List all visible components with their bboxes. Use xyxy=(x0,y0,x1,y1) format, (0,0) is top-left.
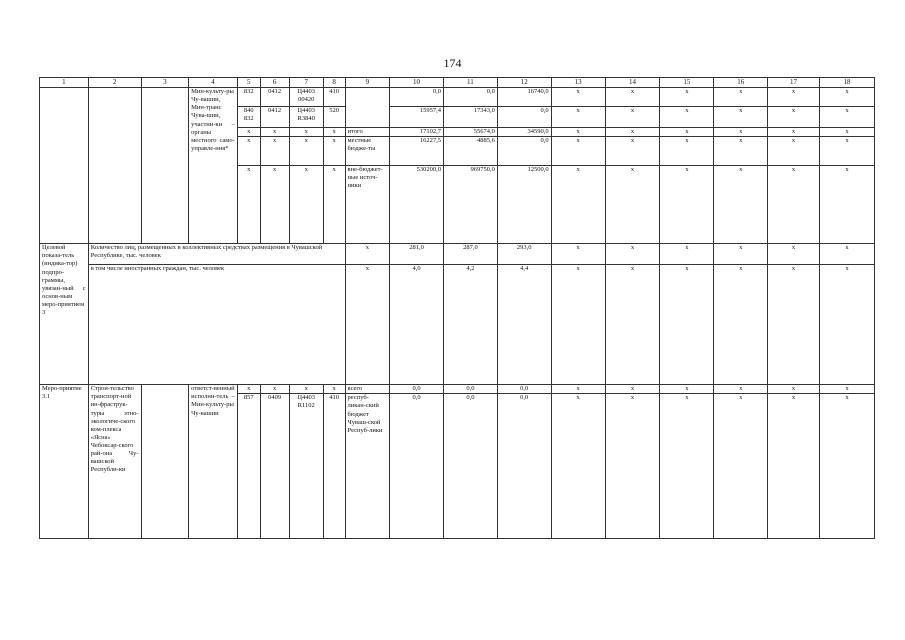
value-cell: x xyxy=(660,137,714,166)
header-cell: 9 xyxy=(345,78,390,88)
value-cell: x xyxy=(819,244,874,265)
table-row xyxy=(40,265,875,385)
header-cell: 7 xyxy=(289,78,323,88)
source-cell: итого xyxy=(345,128,390,137)
value-cell: x xyxy=(768,265,820,385)
header-cell: 15 xyxy=(660,78,714,88)
header-cell: 13 xyxy=(551,78,605,88)
value-cell: x xyxy=(714,128,768,137)
code-cell: 0409 xyxy=(260,394,289,539)
code-cell: x xyxy=(289,137,323,166)
value-cell: x xyxy=(768,137,820,166)
header-cell: 8 xyxy=(323,78,345,88)
value-cell: x xyxy=(660,244,714,265)
code-cell: x xyxy=(237,166,260,244)
page-number: 174 xyxy=(443,56,462,70)
value-cell: x xyxy=(660,128,714,137)
source-cell xyxy=(345,88,390,128)
value-cell: 55674,0 xyxy=(443,128,497,137)
value-cell: x xyxy=(714,265,768,385)
value-cell: x xyxy=(605,385,660,394)
table-row xyxy=(40,88,875,107)
value-cell: 0,0 xyxy=(390,385,444,394)
code-cell: x xyxy=(289,128,323,137)
value-cell: x xyxy=(819,394,874,539)
code-cell: 520 xyxy=(323,107,345,128)
value-cell: x xyxy=(660,166,714,244)
value-cell: x xyxy=(714,244,768,265)
value-cell: x xyxy=(605,244,660,265)
value-cell: x xyxy=(605,137,660,166)
table-row xyxy=(40,244,875,265)
code-cell: x xyxy=(260,166,289,244)
value-cell: 4,4 xyxy=(497,265,551,385)
code-cell: x xyxy=(237,128,260,137)
value-cell: x xyxy=(768,166,820,244)
value-cell: x xyxy=(660,88,714,107)
value-cell: 16740,0 xyxy=(497,88,551,107)
value-cell: x xyxy=(660,107,714,128)
value-cell: 0,0 xyxy=(497,107,551,128)
code-cell: 0412 xyxy=(260,88,289,107)
value-cell: 0,0 xyxy=(497,385,551,394)
value-cell: 4,2 xyxy=(443,265,497,385)
source-cell: всего xyxy=(345,385,390,394)
value-cell: x xyxy=(768,107,820,128)
value-cell: x xyxy=(551,244,605,265)
value-cell: x xyxy=(551,166,605,244)
value-cell: x xyxy=(768,88,820,107)
code-cell: 857 xyxy=(237,394,260,539)
code-cell: Ц4403 00420 xyxy=(289,88,323,107)
value-cell: x xyxy=(768,244,820,265)
value-cell: x xyxy=(714,107,768,128)
value-cell: 0,0 xyxy=(390,88,444,107)
value-cell: x xyxy=(819,265,874,385)
value-cell: x xyxy=(660,385,714,394)
header-cell: 11 xyxy=(443,78,497,88)
header-cell: 12 xyxy=(497,78,551,88)
header-cell: 1 xyxy=(40,78,89,88)
value-cell: x xyxy=(605,88,660,107)
header-cell: 17 xyxy=(768,78,820,88)
value-cell: 0,0 xyxy=(497,394,551,539)
header-cell: 16 xyxy=(714,78,768,88)
value-cell: x xyxy=(551,394,605,539)
value-cell: 34590,0 xyxy=(497,128,551,137)
value-cell: x xyxy=(819,385,874,394)
value-cell: x xyxy=(551,88,605,107)
value-cell: 0,0 xyxy=(443,394,497,539)
code-cell: x xyxy=(237,137,260,166)
event-name-cell: Строи-тельство транспорт-ной ин-фраструк-туры этно-экологиче-ского ком-плекса «Ясна» Чебоксар-ского рай-она Чу-вашской Республи-ки xyxy=(88,385,141,539)
code-cell: 840 832 xyxy=(237,107,260,128)
value-cell: x xyxy=(714,394,768,539)
value-cell: x xyxy=(551,385,605,394)
indicator-text-cell: в том числе иностранных граждан, тыс. человек xyxy=(88,265,345,385)
code-cell: x xyxy=(237,385,260,394)
empty-cell xyxy=(141,88,189,244)
value-cell: x xyxy=(819,128,874,137)
code-cell: 0412 xyxy=(260,107,289,128)
value-cell: 969750,0 xyxy=(443,166,497,244)
value-cell: 293,0 xyxy=(497,244,551,265)
value-cell: x xyxy=(605,107,660,128)
code-cell: x xyxy=(323,385,345,394)
value-cell: x xyxy=(605,265,660,385)
value-cell: 287,0 xyxy=(443,244,497,265)
source-cell: респуб-ликан-ский бюджет Чуваш-ской Респуб-лики xyxy=(345,394,390,539)
value-cell: x xyxy=(768,385,820,394)
code-cell: Ц4403 R3840 xyxy=(289,107,323,128)
event-label-cell: Меро-приятие 3.1 xyxy=(40,385,89,539)
value-cell: 4885,6 xyxy=(443,137,497,166)
value-cell: x xyxy=(605,166,660,244)
program-table-wrapper xyxy=(39,77,875,539)
value-cell: 281,0 xyxy=(390,244,444,265)
executor-cell: Мин-культу-ры Чу-вашии, Мин-транс Чува-шии, участни-ки – органы местного само-управле-ния* xyxy=(189,88,238,244)
code-cell: Ц4403 R1102 xyxy=(289,394,323,539)
value-cell: 17102,7 xyxy=(390,128,444,137)
value-cell: x xyxy=(551,107,605,128)
value-cell: x xyxy=(660,265,714,385)
value-cell: x xyxy=(551,265,605,385)
source-cell: вне-бюджет-ные источ-ники xyxy=(345,166,390,244)
empty-cell xyxy=(141,385,189,539)
code-cell: 410 xyxy=(323,88,345,107)
code-cell: x xyxy=(260,128,289,137)
value-cell: x xyxy=(605,394,660,539)
value-cell: 15957,4 xyxy=(390,107,444,128)
value-cell: 16227,5 xyxy=(390,137,444,166)
value-cell: x xyxy=(819,137,874,166)
header-cell: 10 xyxy=(390,78,444,88)
indicator-label-cell: Целевой показа-тель (индика-тор) подпро-граммы, увязан-ный с основ-ным меро-приятием 3 xyxy=(40,244,89,385)
value-cell: 4,0 xyxy=(390,265,444,385)
value-cell: x xyxy=(551,137,605,166)
value-cell: x xyxy=(819,166,874,244)
table-row xyxy=(40,385,875,394)
empty-cell xyxy=(88,88,141,244)
header-row xyxy=(40,78,875,88)
code-cell: x xyxy=(323,166,345,244)
code-cell: 832 xyxy=(237,88,260,107)
value-cell: x xyxy=(714,385,768,394)
header-cell: 14 xyxy=(605,78,660,88)
indicator-text-cell: Количество лиц, размещенных в коллективных средствах размещения в Чувашской Республике, тыс. человек xyxy=(88,244,345,265)
code-cell: x xyxy=(289,385,323,394)
value-cell: 530200,0 xyxy=(390,166,444,244)
code-cell: x xyxy=(323,137,345,166)
source-cell: x xyxy=(345,265,390,385)
value-cell: x xyxy=(768,394,820,539)
header-cell: 5 xyxy=(237,78,260,88)
header-cell: 2 xyxy=(88,78,141,88)
executor-cell: ответст-венный исполни-тель – Мин-культу-ры Чу-вашии xyxy=(189,385,238,539)
value-cell: x xyxy=(714,166,768,244)
value-cell: 0,0 xyxy=(390,394,444,539)
header-cell: 6 xyxy=(260,78,289,88)
value-cell: 0,0 xyxy=(497,137,551,166)
source-cell: x xyxy=(345,244,390,265)
code-cell: x xyxy=(260,385,289,394)
header-cell: 4 xyxy=(189,78,238,88)
value-cell: 12500,0 xyxy=(497,166,551,244)
value-cell: x xyxy=(660,394,714,539)
value-cell: x xyxy=(819,88,874,107)
source-cell: местные бюдже-ты xyxy=(345,137,390,166)
program-table xyxy=(39,77,875,539)
value-cell: x xyxy=(819,107,874,128)
value-cell: x xyxy=(714,88,768,107)
value-cell: x xyxy=(768,128,820,137)
value-cell: 0,0 xyxy=(443,88,497,107)
value-cell: x xyxy=(551,128,605,137)
value-cell: 0,0 xyxy=(443,385,497,394)
code-cell: x xyxy=(323,128,345,137)
code-cell: x xyxy=(289,166,323,244)
value-cell: x xyxy=(605,128,660,137)
header-cell: 18 xyxy=(819,78,874,88)
value-cell: x xyxy=(714,137,768,166)
empty-cell xyxy=(40,88,89,244)
code-cell: 410 xyxy=(323,394,345,539)
code-cell: x xyxy=(260,137,289,166)
header-cell: 3 xyxy=(141,78,189,88)
value-cell: 17343,0 xyxy=(443,107,497,128)
